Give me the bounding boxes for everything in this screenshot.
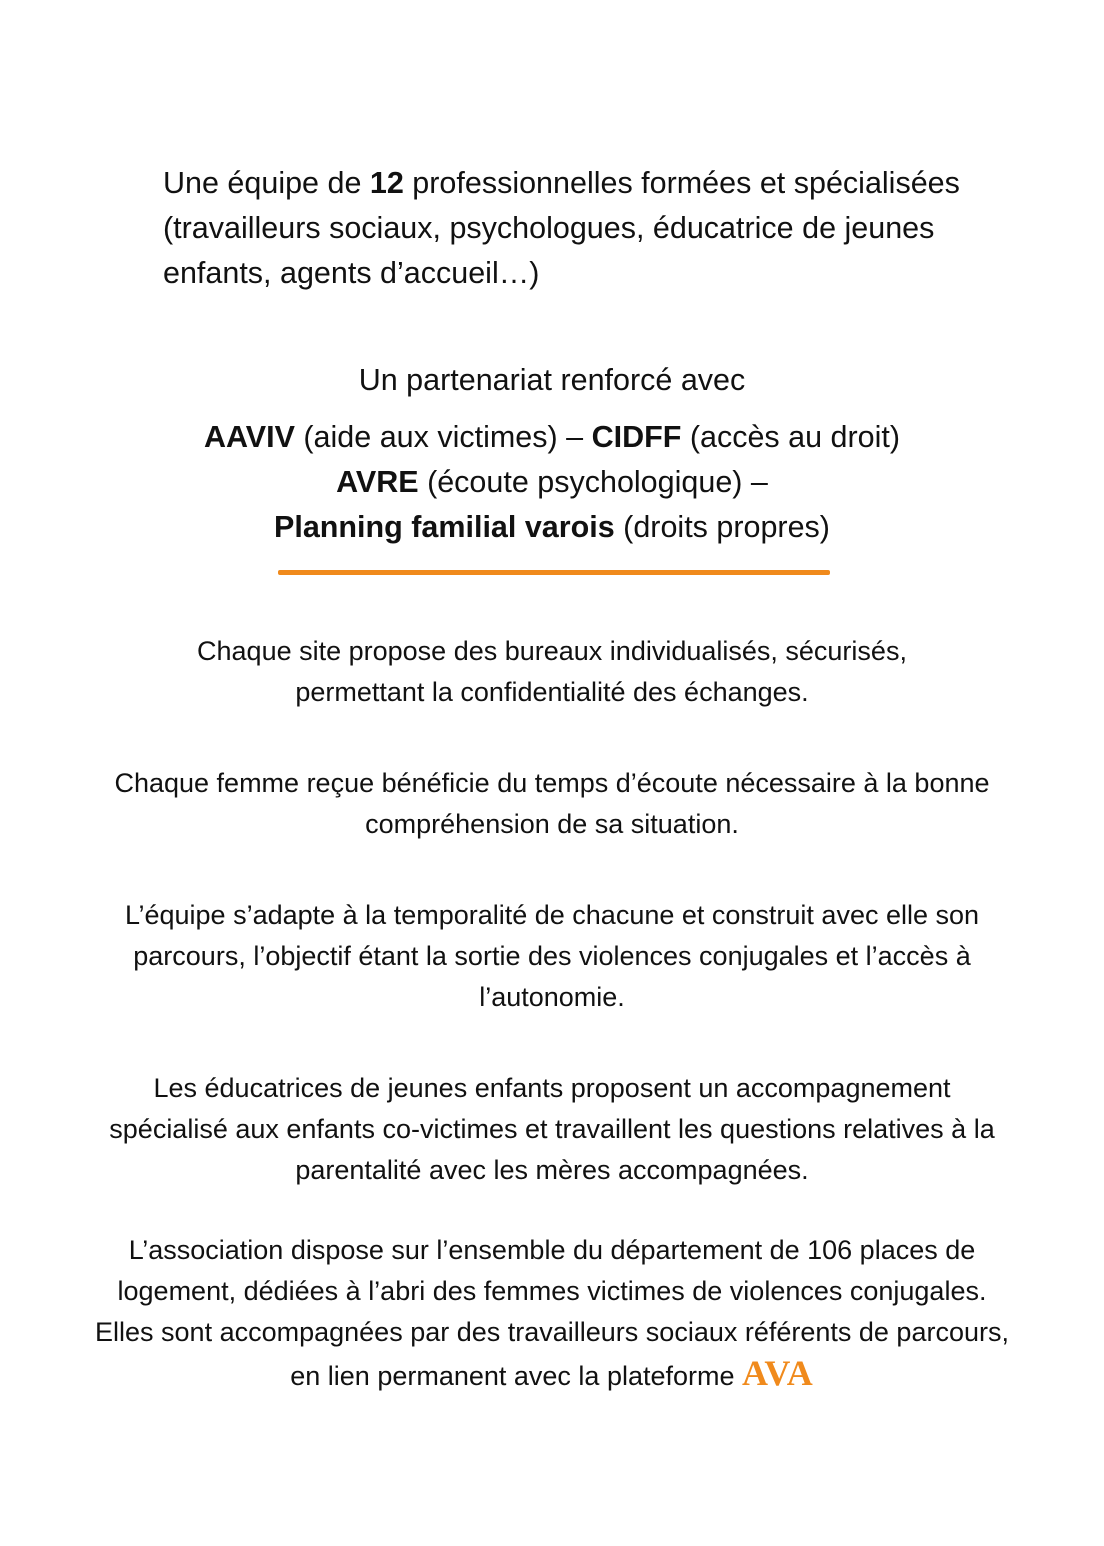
- partner-line: [0, 460, 1104, 505]
- paragraph-listening: Chaque femme reçue bénéficie du temps d’écoute nécessaire à la bonne compréhension de sa situation.: [114, 768, 990, 839]
- paragraph-team-adapts: L’équipe s’adapte à la temporalité de chacune et construit avec elle son parcours, l’objectif étant la sortie des violences conjugales et l’accès à l’autonomie.: [124, 900, 980, 1012]
- partner-line: [0, 505, 1104, 550]
- team-text-before: Une équipe de: [163, 166, 370, 200]
- partner-name-planning: Planning familial varois: [274, 510, 615, 544]
- partner-desc-cidff: (accès au droit): [681, 420, 901, 454]
- ava-brand: AVA: [742, 1353, 814, 1393]
- partner-desc-avre: (écoute psychologique) –: [418, 465, 768, 499]
- partner-name-avre: AVRE: [336, 465, 419, 499]
- partner-list: [0, 415, 1104, 550]
- orange-divider: [278, 570, 830, 575]
- partner-name-aaviv: AAVIV: [203, 420, 295, 454]
- paragraph-offices: Chaque site propose des bureaux individualisés, sécurisés, permettant la confidentialité des échanges.: [197, 636, 907, 707]
- paragraph-housing-text: L’association dispose sur l’ensemble du département de 106 places de logement, dédiées à l’abri des femmes victimes de violences conjugales. Elles sont accompagnées par des travailleurs sociaux référents de parcours, en lien permanent avec la plateforme: [95, 1235, 1009, 1391]
- team-count: 12: [369, 166, 404, 200]
- team-text-after: professionnelles formées et spécialisées (travailleurs sociaux, psychologues, éducatrice de jeunes enfants, agents d’accueil…): [163, 166, 960, 290]
- partnership-intro: Un partenariat renforcé avec: [358, 363, 746, 397]
- paragraph-educators: Les éducatrices de jeunes enfants proposent un accompagnement spécialisé aux enfants co-victimes et travaillent les questions relatives à la parentalité avec les mères accompagnées.: [109, 1073, 995, 1185]
- paragraph-housing: [0, 1230, 1104, 1397]
- team-description: [163, 161, 983, 296]
- partner-desc-planning: (droits propres): [614, 510, 830, 544]
- partner-name-cidff: CIDFF: [591, 420, 682, 454]
- partner-line: [0, 415, 1104, 460]
- partner-desc-aaviv: (aide aux victimes) –: [294, 420, 592, 454]
